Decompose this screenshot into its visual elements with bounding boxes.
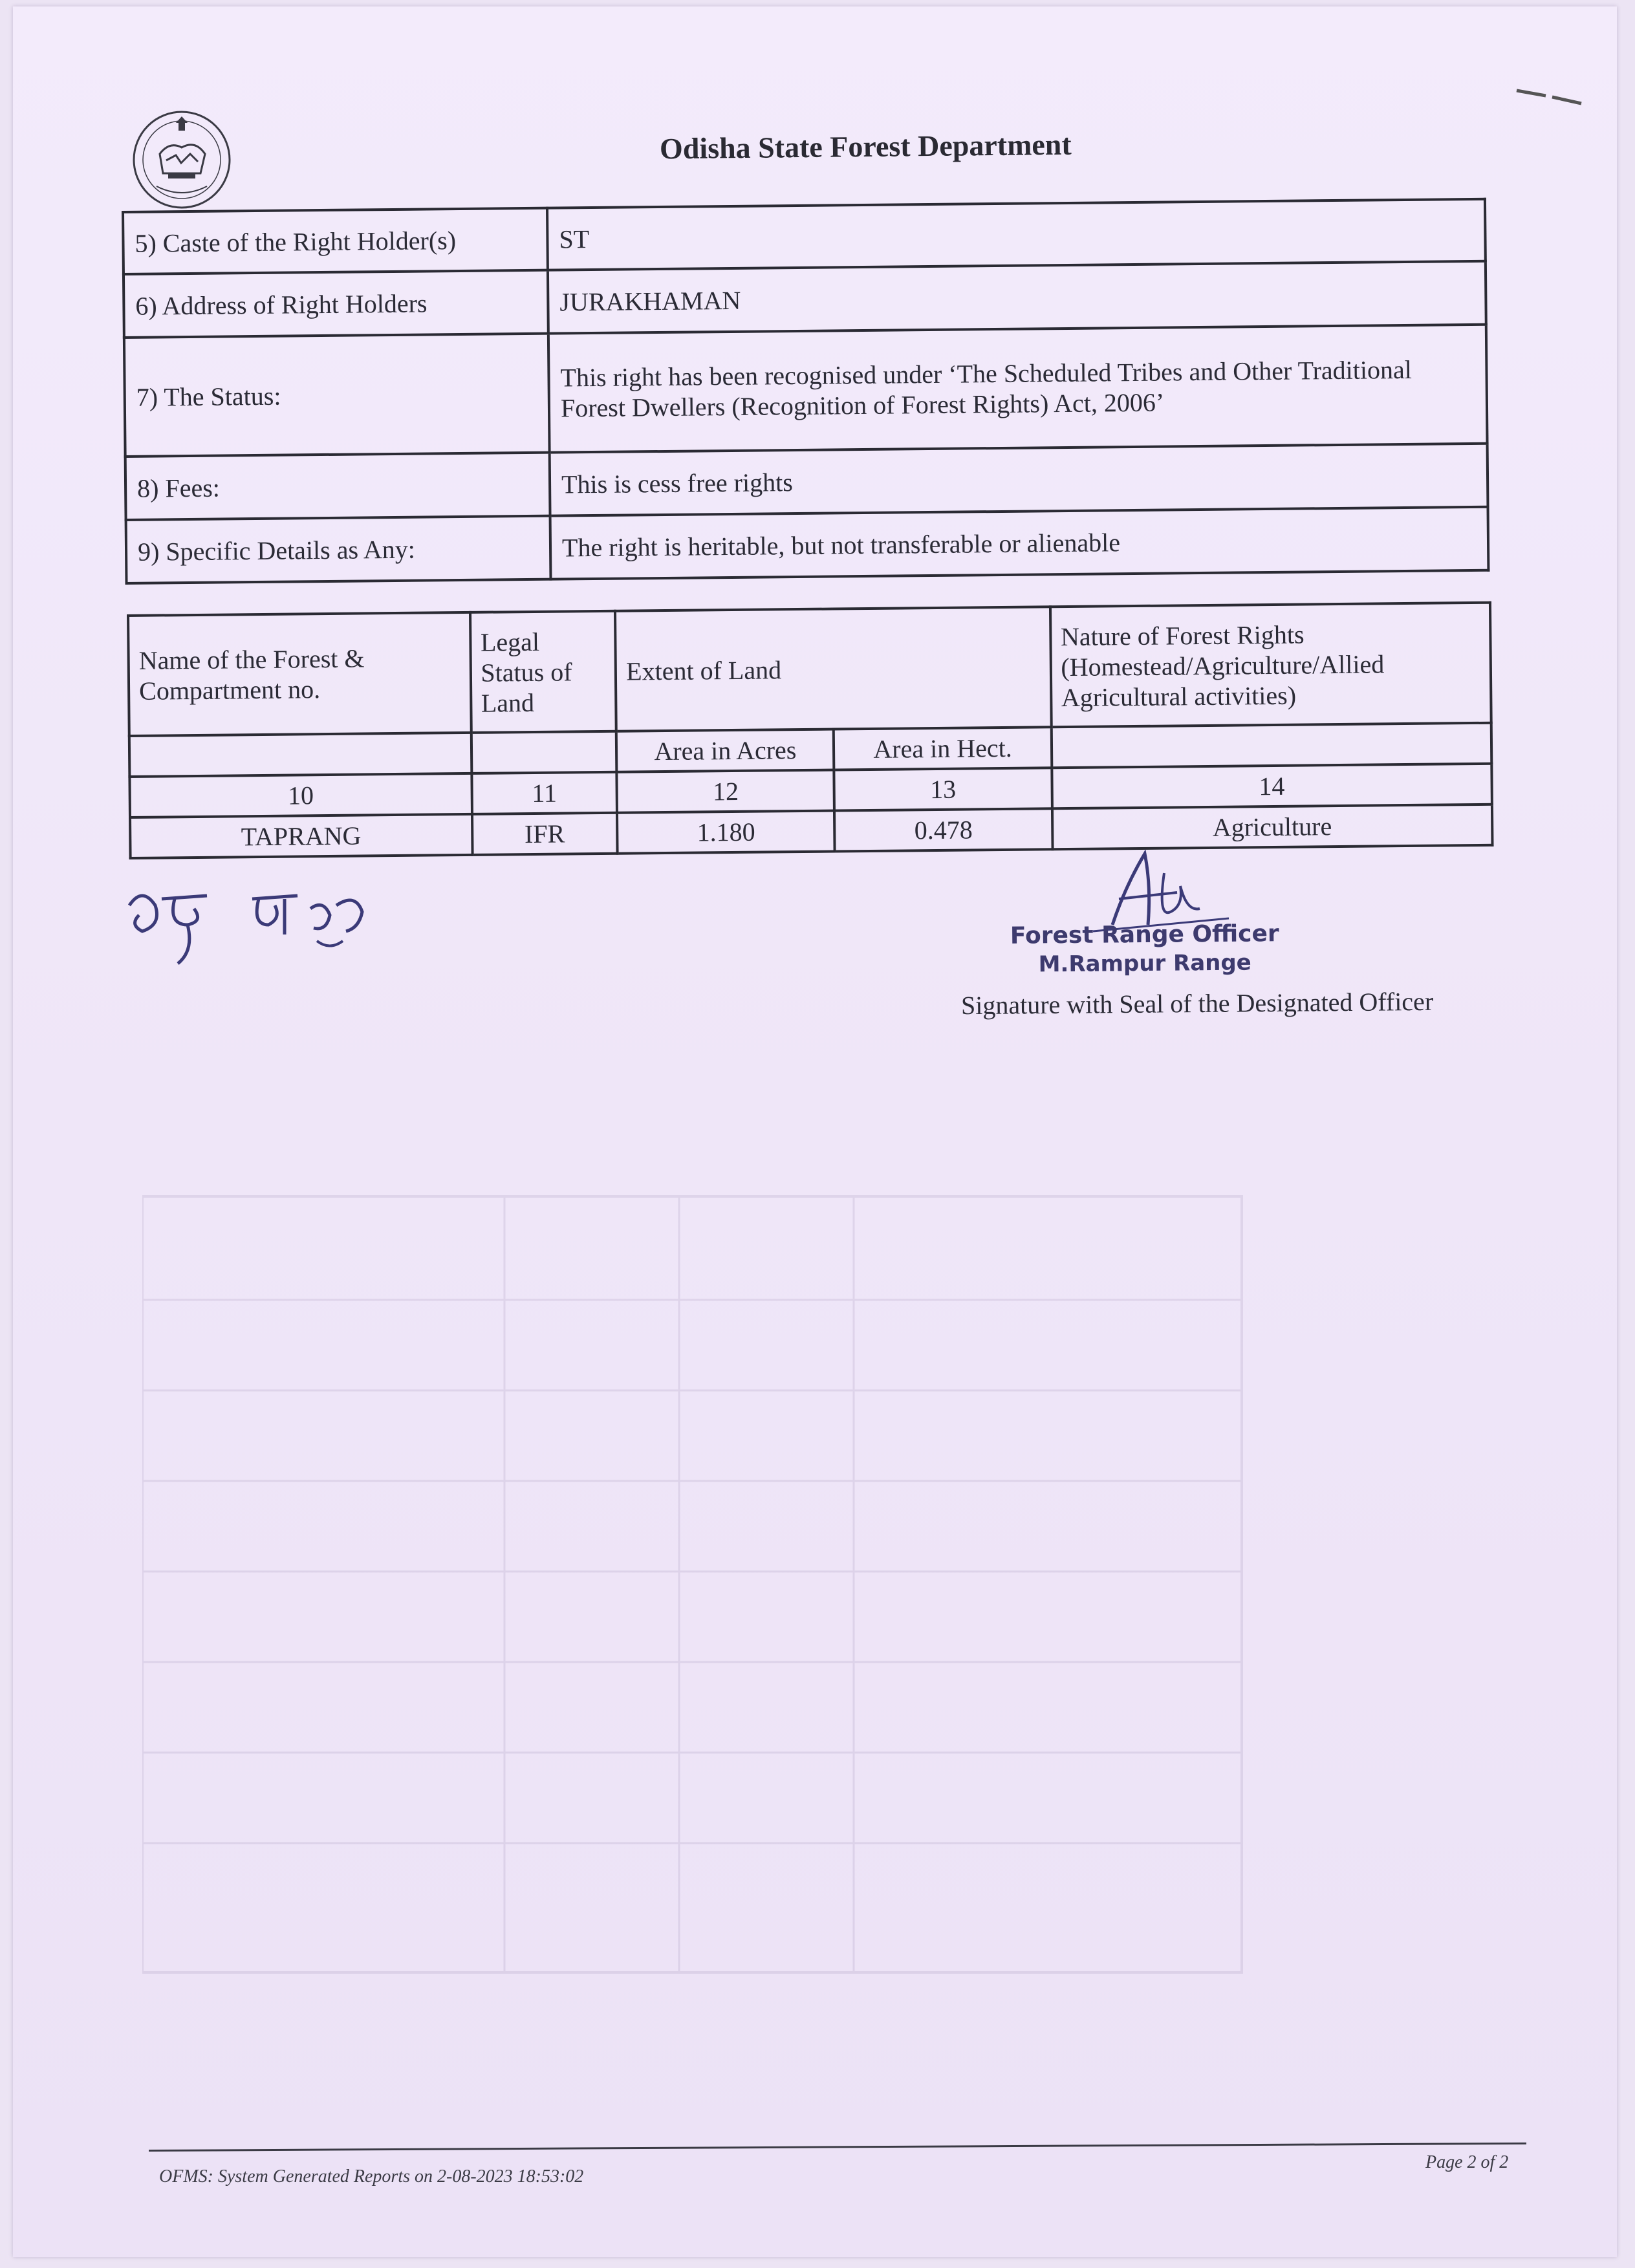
fees-value: This is cess free rights [550,444,1488,516]
caste-label: 5) Caste of the Right Holder(s) [123,208,548,274]
footer-divider [149,2143,1526,2152]
area-acres-header: Area in Acres [616,729,834,772]
specific-details-label: 9) Specific Details as Any: [126,516,551,583]
page-number: Page 2 of 2 [1425,2152,1509,2172]
specific-details-value: The right is heritable, but not transferable or alienable [550,507,1489,579]
address-label: 6) Address of Right Holders [124,270,548,338]
odisha-emblem-icon [131,109,233,211]
status-value [548,325,1488,453]
seal-title: Forest Range Officer [1010,920,1279,949]
forest-name-cell: TAPRANG [130,814,472,858]
table-header-row [128,603,1491,736]
document-page [13,6,1617,2257]
forest-name-header: Name of the Forest & Compartment no. [128,612,471,736]
status-value-line1: This right has been recognised under ‘The Scheduled Tribes and Other Traditional [560,354,1413,393]
caste-value: ST [547,199,1486,270]
legal-status-header: Legal Status of Land [470,611,617,733]
nature-header: Nature of Forest Rights (Homestead/Agriculture/Allied Agricultural activities) [1050,603,1491,728]
column-number: 14 [1052,764,1492,809]
staple-mark [1513,78,1585,110]
empty-cell [1051,723,1491,768]
column-number: 12 [617,770,835,813]
extent-header: Extent of Land [615,607,1051,731]
area-hect-header: Area in Hect. [834,727,1052,770]
table-row [124,325,1488,457]
area-acres-cell: 1.180 [617,811,835,854]
seal-range: M.Rampur Range [1038,949,1251,978]
empty-cell [129,733,471,777]
footer-report-timestamp: OFMS: System Generated Reports on 2-08-2023 18:53:02 [159,2166,584,2187]
nature-cell: Agriculture [1052,805,1493,850]
fees-label: 8) Fees: [125,453,550,520]
right-details-table [122,198,1489,585]
area-hect-cell: 0.478 [834,808,1052,851]
column-number: 13 [834,768,1052,810]
page-title: Odisha State Forest Department [659,127,1072,166]
column-number: 10 [129,773,471,817]
officer-seal [1009,920,1281,978]
status-value-line2: Forest Dwellers (Recognition of Forest Rights) Act, 2006’ [560,387,1165,423]
bleed-through-background [142,1067,1500,2037]
empty-cell [471,731,616,773]
land-details-table [127,601,1494,859]
handwritten-note-drawing [123,880,395,977]
signature-caption: Signature with Seal of the Designated Officer [960,986,1434,1021]
column-number: 11 [471,772,617,814]
status-label: 7) The Status: [124,334,550,457]
address-value: JURAKHAMAN [548,261,1486,334]
legal-status-cell: IFR [472,813,618,855]
table-row [126,507,1489,583]
